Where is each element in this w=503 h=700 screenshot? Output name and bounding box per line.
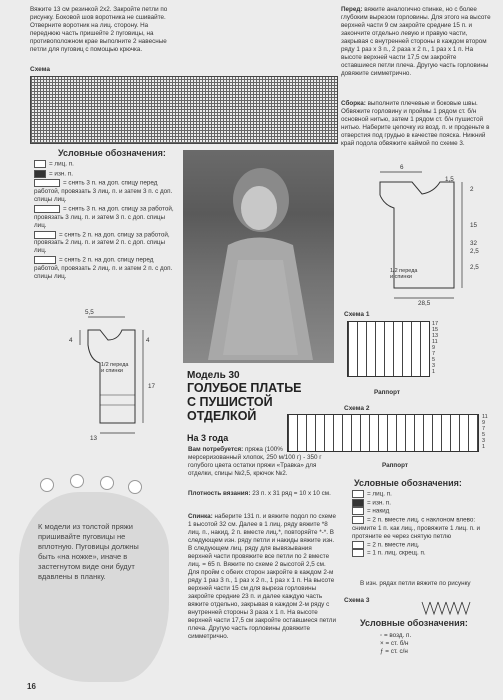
row-number: 9: [482, 420, 486, 426]
model-number: Модель 30: [187, 370, 240, 381]
diagram-right-label: 1/2 переда и спинки: [390, 268, 418, 280]
dim-left-height: 17: [148, 383, 156, 390]
legend3-title: Условные обозначения:: [360, 618, 468, 628]
schema2-row-numbers: [482, 414, 488, 450]
row-number: 1: [432, 369, 436, 375]
dim-left-top: 5,5: [85, 309, 94, 316]
schema2-label: Схема 2: [344, 405, 370, 412]
cloud-note-text: К модели из толстой пряжи пришивайте пуговицы не вплотную. Пуговицы должны быть «на ножке», иначе в застегнутом виде они будут вдавлены в планку.: [38, 522, 139, 581]
note-cloud: [19, 492, 169, 682]
row-number: 11: [432, 339, 438, 345]
schema-label: Схема: [30, 66, 51, 73]
schema3-label: Схема 3: [344, 597, 370, 604]
legend1-item: = снять 2 п. на доп. спицу перед работой, провязать 2 лиц. п. и затем 2 п. с доп. спицы лиц.: [34, 257, 173, 281]
legend2-item: = 2 п. вместе лиц. с наклоном влево: снимите 1 п. как лиц., провяжите 1 лиц. п. и протяните ее через снятую петлю: [352, 516, 481, 540]
assembly-text: Сборка: выполните плечевые и боковые швы. Обвяжите горловину и проймы 1 рядом ст. б/н основной нитью, затем 1 рядом ст. б/н пушистой нитью. Наберите цепочку из возд. п. и проденьте в отверстия под грудью в качестве пояска. Нижний край подола обвяжите каймой по схеме 3.: [341, 100, 490, 147]
row-number: 7: [482, 426, 486, 432]
model-age: На 3 года: [187, 433, 229, 443]
dim-right-d: 2,5: [470, 264, 479, 271]
legend3-item: ◦ = возд. п.: [380, 632, 412, 639]
cloud-bubble: [40, 478, 54, 492]
model-title: ГОЛУБОЕ ПЛАТЬЕ С ПУШИСТОЙ ОТДЕЛКОЙ: [187, 381, 302, 423]
model-photo: [183, 150, 334, 363]
legend2-note: В изн. рядах петли вяжите по рисунку: [360, 580, 471, 587]
cloud-bubble: [128, 480, 142, 494]
diagram-left-label: 1/2 переда и спинки: [101, 362, 129, 374]
pattern-diagram-right: [362, 160, 482, 300]
dim-right-f: 32: [470, 240, 478, 247]
materials-text: Вам потребуется: пряжа (100% мерсеризованный хлопок, 250 м/100 г) - 350 г голубого цвета остатки пряжи «Травка» для отделки, спицы №2,5, крючок №2.: [188, 446, 322, 477]
schema2-rapport: Раппорт: [382, 462, 408, 469]
schema1-label: Схема 1: [344, 311, 370, 318]
pattern-diagram-left: [60, 305, 180, 445]
row-number: 15: [432, 327, 439, 333]
row-number: 11: [482, 414, 488, 420]
front-text: Перед: вяжите аналогично спинке, но с более глубоким вырезом горловины. Для этого на высоте верхней части 9 см закройте средние 15 п. и закончите отдельно левую и правую части, закрывая с внутренней стороны в каждом втором ряду 1 раз х 3 п., 2 раза х 2 п., 1 раз х 1 п. На высоте верхней части 17,5 см закройте оставшиеся петли плеча. Другую часть горловины довяжите симметрично.: [341, 6, 491, 77]
legend1-item: = снять 3 п. на доп. спицу за работой, провязать 3 лиц. п. и затем 3 п. с доп. спицы лиц.: [34, 205, 174, 229]
row-number: 1: [482, 444, 486, 450]
cloud-bubble: [100, 476, 114, 490]
row-number: 5: [482, 432, 486, 438]
legend1-item: = изн. п.: [34, 170, 174, 179]
legend2-item: = 2 п. вместе лиц.: [352, 541, 492, 550]
dim-right-bottom: 28,5: [418, 300, 431, 307]
dim-right-c: 2,5: [470, 248, 479, 255]
legend1-item: = снять 2 п. на доп. спицу за работой, провязать 2 лиц. п. и затем 2 п. с доп. спицы лиц.: [34, 231, 170, 255]
back-text: Спинка: наберите 131 п. и вяжите подол по схеме 1 высотой 32 см. Далее в 1 лиц. ряду вяжите *8 лиц. п., накид, 2 п. вместе лиц.*, повторяйте *-*. В следующем изн. ряду петли и накиды вяжите изн. В следующем лиц. ряду для вывязывания верхней части провяжите все петли по 2 вместе лиц. = 65 п. Вяжите по схеме 2 высотой 2,5 см. Для пройм с обеих сторон закройте в каждом 2-м ряду 1 раз 3 п., 1 раз х 2 п., 1 раз х 1 п. На высоте верхней части 15 см для выреза горловины закройте средние 23 п. и далее каждую часть вяжите отдельно, закрывая в каждом 2-м ряду с внутренней стороны 3 раза х 1 п. На высоте верхней части 17,5 см закройте оставшиеся петли плеча. Другую часть горловины довяжите симметрично.: [188, 513, 336, 640]
legend1-item: = снять 3 п. на доп. спицу перед работой, провязать 3 лиц. п. и затем 3 п. с доп. спицы лиц.: [34, 180, 173, 204]
dim-right-e: 15: [470, 222, 478, 229]
legend2-item: = 1 п. лиц. скрещ. п.: [352, 549, 492, 558]
schema1-rapport: Раппорт: [374, 389, 400, 396]
legend2-item: = накид: [352, 507, 492, 516]
legend3-item: ƒ = ст. с/н: [380, 648, 408, 655]
dim-left-right: 4: [146, 337, 150, 344]
row-number: 5: [432, 357, 436, 363]
legend2-list: [352, 490, 492, 558]
schema2-grid: [287, 414, 479, 452]
dim-right-top: 6: [400, 164, 404, 171]
legend3-item: × = ст. б/н: [380, 640, 409, 647]
dim-left-side: 4: [69, 337, 73, 344]
cloud-bubble: [70, 474, 84, 488]
legend2-title: Условные обозначения:: [354, 478, 462, 488]
page-number: 16: [27, 682, 36, 691]
legend3-list: [380, 632, 490, 656]
row-number: 13: [432, 333, 439, 339]
schema1-grid: [347, 321, 430, 377]
top-left-text: Вяжите 13 см резинкой 2х2. Закройте петли по рисунку. Боковой шов воротника не сшивайте. Отверните воротник на лиц. сторону. На переднюю часть пришейте 2 пуговицы, на противоположном крае выполните 2 навесные петли для пуговиц с помощью крючка.: [30, 6, 168, 53]
dim-right-a: 1,5: [445, 176, 454, 183]
dim-left-bottom: 13: [90, 435, 98, 442]
row-number: 3: [482, 438, 486, 444]
legend2-item: = лиц. п.: [352, 490, 492, 499]
schema1-row-numbers: [432, 321, 438, 375]
row-number: 9: [432, 345, 436, 351]
legend1-item: = лиц. п.: [34, 160, 174, 169]
row-number: 17: [432, 321, 439, 327]
schema3-crochet: [420, 600, 480, 616]
row-number: 3: [432, 363, 436, 369]
legend1-title: Условные обозначения:: [58, 148, 166, 158]
row-number: 7: [432, 351, 436, 357]
legend1-list: [34, 160, 174, 282]
dim-right-b: 2: [470, 186, 474, 193]
density-text: Плотность вязания: 23 п. х 31 ряд = 10 х 10 см.: [188, 490, 331, 497]
legend2-item: = изн. п.: [352, 499, 492, 508]
knit-chart-top: [30, 76, 338, 144]
